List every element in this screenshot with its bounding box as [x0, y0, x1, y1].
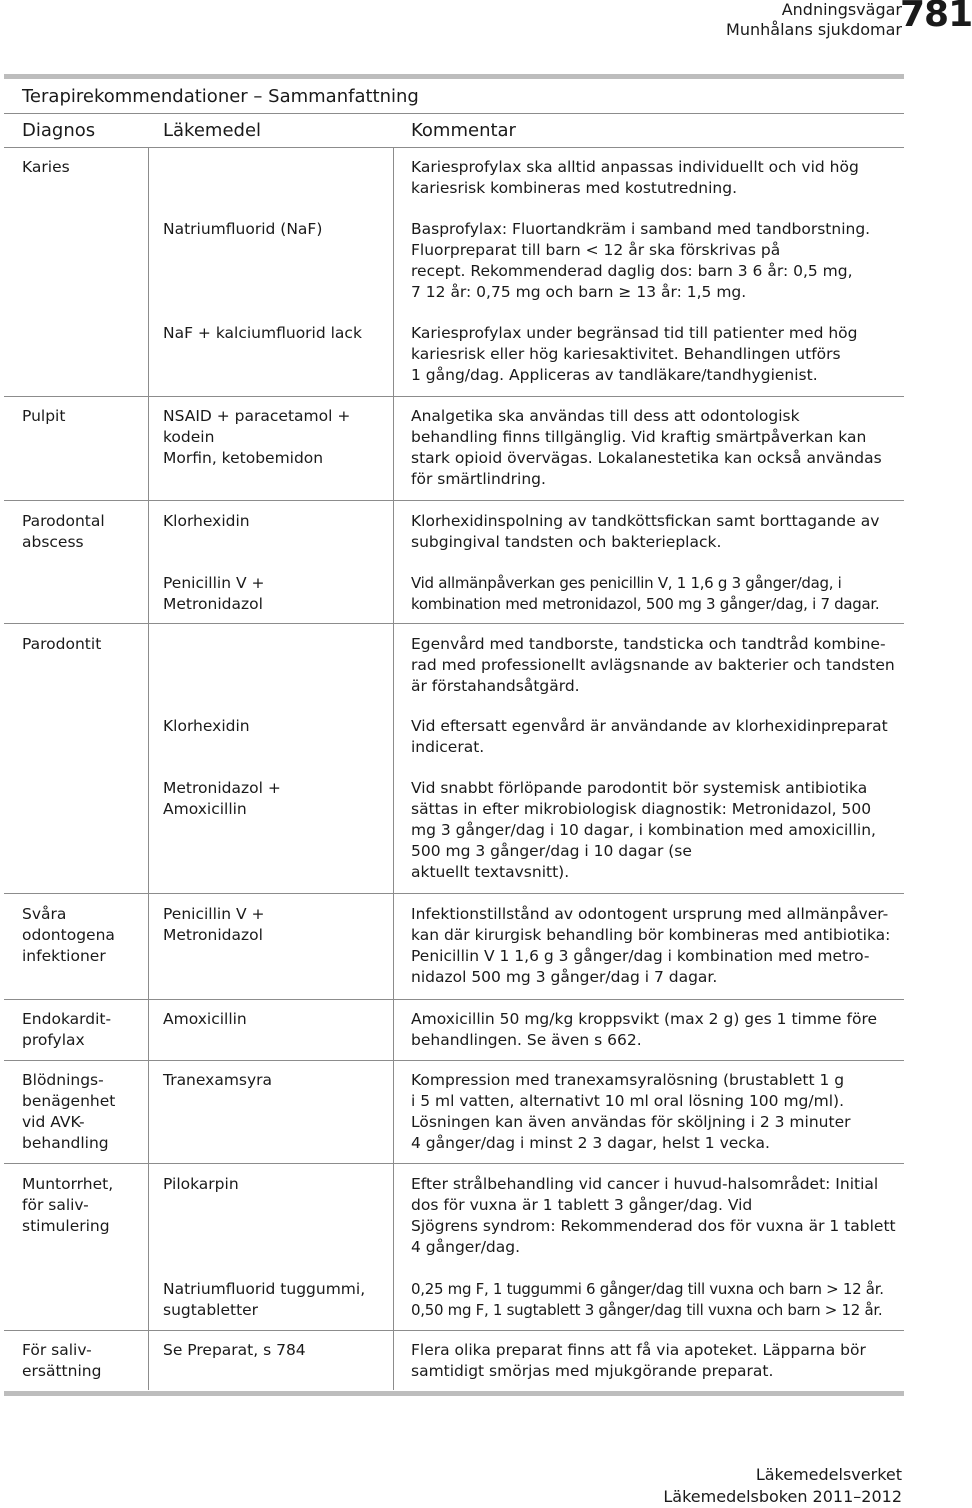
cell-kommentar: Egenvård med tandborste, tandsticka och tandtråd kombine- rad med professionellt avlägsnande av bakterier och tandsten är förstahandsåtgärd. [411, 635, 895, 695]
cell-kommentar: 0,25 mg F, 1 tuggummi 6 gånger/dag till vuxna och barn > 12 år. 0,50 mg F, 1 sugtablett 3 gånger/dag till vuxna och barn > 12 år. [411, 1280, 884, 1319]
cell-kommentar: Basprofylax: Fluortandkräm i samband med tandborstning. Fluorpreparat till barn < 12 år ska förskrivas på recept. Rekommenderad daglig dos: barn 3 6 år: 0,5 mg, 7 12 år: 0,75 mg och barn ≥ 13 år: 1,5 mg. [411, 220, 871, 301]
cell-lakemedel: NaF + kalciumfluorid lack [163, 324, 362, 342]
table-title: Terapirekommendationer – Sammanfattning [22, 86, 419, 107]
column-separator [393, 148, 394, 1390]
cell-lakemedel: Tranexamsyra [163, 1071, 273, 1089]
footer-book: Läkemedelsboken 2011–2012 [663, 1487, 902, 1506]
row-divider [4, 1330, 904, 1331]
cell-kommentar: Kompression med tranexamsyralösning (brustablett 1 g i 5 ml vatten, alternativt 10 ml oral lösning 100 mg/ml). Lösningen kan även användas för sköljning i 2 3 minuter 4 gånger/dag i minst 2 3 dagar, helst 1 vecka. [411, 1071, 851, 1152]
cell-diagnos: Pulpit [22, 407, 66, 425]
cell-kommentar: Flera olika preparat finns att få via apoteket. Läpparna bör samtidigt smörjas med mjukgörande preparat. [411, 1341, 866, 1380]
cell-diagnos: Muntorrhet, för saliv- stimulering [22, 1175, 114, 1235]
column-header-kommentar: Kommentar [411, 120, 516, 141]
cell-lakemedel: Penicillin V + Metronidazol [163, 905, 265, 944]
cell-lakemedel: Metronidazol + Amoxicillin [163, 779, 281, 818]
cell-lakemedel: Pilokarpin [163, 1175, 239, 1193]
cell-kommentar: Vid snabbt förlöpande parodontit bör systemisk antibiotika sättas in efter mikrobiologisk diagnostik: Metronidazol, 500 mg 3 gånger/dag i 10 dagar, i kombination med amoxicillin, 500 mg 3 gånger/dag i 10 dagar (se aktuellt textavsnitt). [411, 779, 876, 881]
footer-publisher: Läkemedelsverket [755, 1465, 902, 1484]
cell-lakemedel: Natriumfluorid (NaF) [163, 220, 323, 238]
cell-lakemedel: Natriumfluorid tuggummi, sugtabletter [163, 1280, 366, 1319]
section-title-header: Munhålans sjukdomar [726, 20, 902, 39]
cell-diagnos: Endokardit- profylax [22, 1010, 112, 1049]
row-divider [4, 1060, 904, 1061]
row-divider [4, 1163, 904, 1164]
row-divider [4, 999, 904, 1000]
top-rule [4, 74, 904, 79]
cell-kommentar: Vid allmänpåverkan ges penicillin V, 1 1,6 g 3 gånger/dag, i kombination med metronidazol, 500 mg 3 gånger/dag, i 7 dagar. [411, 574, 880, 613]
cell-lakemedel: Penicillin V + Metronidazol [163, 574, 265, 613]
cell-kommentar: Efter strålbehandling vid cancer i huvud-halsområdet: Initial dos för vuxna är 1 tablett 3 gånger/dag. Vid Sjögrens syndrom: Rekommenderad dos för vuxna är 1 tablett 4 gånger/dag. [411, 1175, 896, 1256]
cell-lakemedel: Klorhexidin [163, 512, 250, 530]
cell-kommentar: Infektionstillstånd av odontogent ursprung med allmänpåver- kan där kirurgisk behandling bör kombineras med antibiotika: Penicillin V 1 1,6 g 3 gånger/dag i kombination med metro- nidazol 500 mg 3 gånger/dag i 7 dagar. [411, 905, 891, 986]
bottom-rule [4, 1391, 904, 1396]
cell-kommentar: Vid eftersatt egenvård är användande av klorhexidinpreparat indicerat. [411, 717, 888, 756]
cell-kommentar: Kariesprofylax ska alltid anpassas individuellt och vid hög kariesrisk kombineras med kostutredning. [411, 158, 859, 197]
cell-diagnos: Svåra odontogena infektioner [22, 905, 115, 965]
cell-lakemedel: Amoxicillin [163, 1010, 247, 1028]
column-header-lakemedel: Läkemedel [163, 120, 262, 141]
header-divider [4, 147, 904, 148]
column-header-diagnos: Diagnos [22, 120, 96, 141]
cell-kommentar: Analgetika ska användas till dess att odontologisk behandling finns tillgänglig. Vid kraftig smärtpåverkan kan stark opioid övervägas. Lokalanestetika kan också användas för smärtlindring. [411, 407, 882, 488]
cell-diagnos: För saliv- ersättning [22, 1341, 102, 1380]
cell-diagnos: Parodontit [22, 635, 102, 653]
row-divider [4, 623, 904, 624]
cell-kommentar: Amoxicillin 50 mg/kg kroppsvikt (max 2 g) ges 1 timme före behandlingen. Se även s 662. [411, 1010, 878, 1049]
running-header [726, 0, 902, 40]
page-footer [663, 1464, 902, 1508]
cell-diagnos: Blödnings- benägenhet vid AVK- behandling [22, 1071, 116, 1152]
cell-lakemedel: NSAID + paracetamol + kodein Morfin, ketobemidon [163, 407, 351, 467]
cell-kommentar: Kariesprofylax under begränsad tid till patienter med hög kariesrisk eller hög kariesaktivitet. Behandlingen utförs 1 gång/dag. Appliceras av tandläkare/tandhygienist. [411, 324, 858, 384]
column-separator [148, 148, 149, 1390]
cell-kommentar: Klorhexidinspolning av tandköttsfickan samt borttagande av subgingival tandsten och bakterieplack. [411, 512, 880, 551]
cell-lakemedel: Klorhexidin [163, 717, 250, 735]
cell-diagnos: Parodontal abscess [22, 512, 105, 551]
row-divider [4, 893, 904, 894]
row-divider [4, 396, 904, 397]
row-divider [4, 500, 904, 501]
cell-diagnos: Karies [22, 158, 70, 176]
cell-lakemedel: Se Preparat, s 784 [163, 1341, 306, 1359]
page-number: 781 [900, 0, 972, 35]
title-divider [4, 113, 904, 114]
chapter-title: Andningsvägar [781, 0, 902, 19]
